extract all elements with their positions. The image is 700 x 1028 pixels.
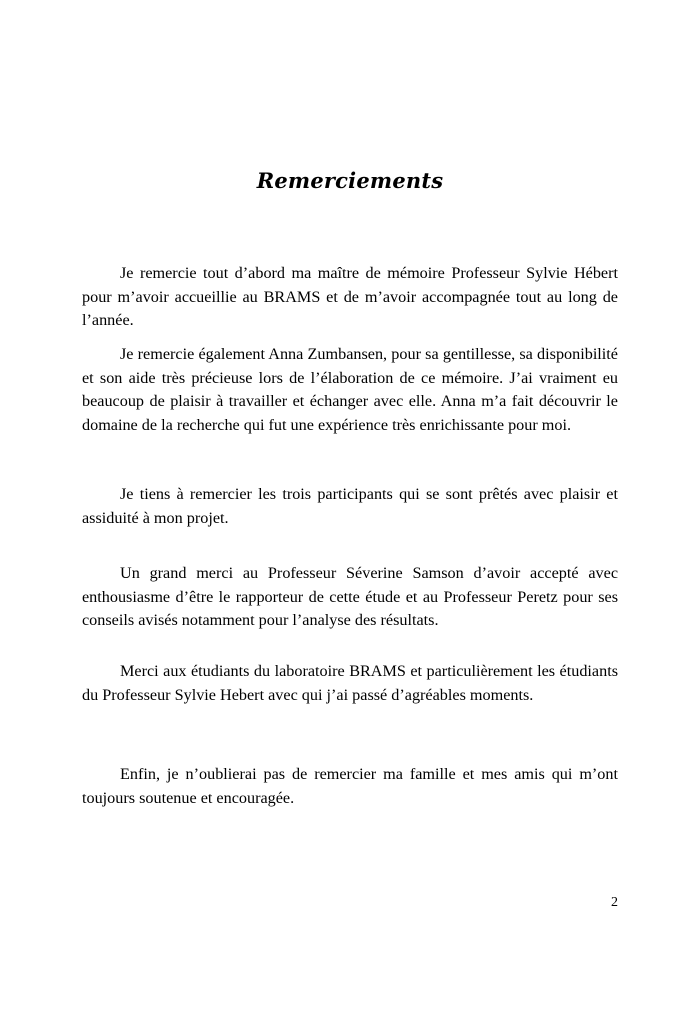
paragraph-thanks-family: Enfin, je n’oublierai pas de remercier ma famille et mes amis qui m’ont toujours soutenue et encouragée. [82,765,618,807]
page-number: 2 [611,895,618,910]
paragraph-thanks-rapporteur: Un grand merci au Professeur Séverine Samson d’avoir accepté avec enthousiasme d’être le rapporteur de cette étude et au Professeur Peretz pour ses conseils avisés notamment pour l’analyse des résultats. [82,564,618,629]
paragraph-thanks-supervisor: Je remercie tout d’abord ma maître de mémoire Professeur Sylvie Hébert pour m’avoir accueillie au BRAMS et de m’avoir accompagnée tout au long de l’année. [82,264,618,329]
page-title: Remerciements [256,168,444,193]
paragraph-thanks-participants: Je tiens à remercier les trois participants qui se sont prêtés avec plaisir et assiduité à mon projet. [82,485,618,527]
paragraph-thanks-students: Merci aux étudiants du laboratoire BRAMS et particulièrement les étudiants du Professeur Sylvie Hebert avec qui j’ai passé d’agréables moments. [82,662,618,704]
paragraph-thanks-anna-zumbansen: Je remercie également Anna Zumbansen, pour sa gentillesse, sa disponibilité et son aide très précieuse lors de l’élaboration de ce mémoire. J’ai vraiment eu beaucoup de plaisir à travailler et échanger avec elle. Anna m’a fait découvrir le domaine de la recherche qui fut une expérience très enrichissante pour moi. [82,345,618,434]
